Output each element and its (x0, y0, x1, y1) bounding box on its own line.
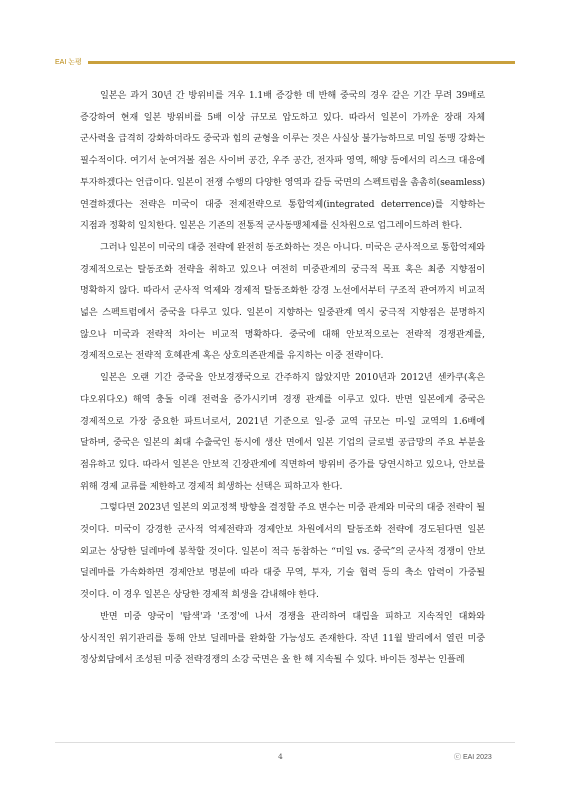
paragraph: 일본은 과거 30년 간 방위비를 겨우 1.1배 증강한 데 반해 중국의 경우 같은 기간 무려 39배로 증강하여 현재 일본 방위비를 5배 이상 규모로 압도하고 있다. 따라서 일본이 가까운 장래 자체 군사력을 급격히 강화하더라도 중국과 힘의 균형을 이루는 것은 사실상 불가능하므로 미일 동맹 강화는 필수적이다. 여기서 눈여겨볼 점은 사이버 공간, 우주 공간, 전자파 영역, 해양 등에서의 리스크 대응에 투자하겠다는 언급이다. 일본이 전쟁 수행의 다양한 영역과 갈등 국면의 스펙트럼을 촘촘히(seamless) 연결하겠다는 전략은 미국이 대중 전제전략으로 통합억제(integrated deterrence)를 지향하는 지점과 정확히 일치한다. 일본은 기존의 전통적 군사동맹체제를 신차원으로 업그레이드하려 한다. (80, 90, 485, 232)
paragraph: 그러나 일본이 미국의 대중 전략에 완전히 동조화하는 것은 아니다. 미국은 군사적으로 통합억제와 경제적으로는 탈동조화 전략을 취하고 있으나 여전히 미중관계의 궁극적 목표 혹은 최종 지향점이 명확하지 않다. 따라서 군사적 억제와 경제적 탈동조화한 강경 노선에서부터 구조적 관여까지 비교적 넓은 스펙트럼에서 중국을 다루고 있다. 일본이 지향하는 일중관계 역시 궁극적 지향점은 분명하지 않으나 미국과 전략적 차이는 비교적 명확하다. 중국에 대해 안보적으로는 전략적 경쟁관계를, 경제적으로는 전략적 호혜관계 혹은 상호의존관계를 유지하는 이중 전략이다. (80, 241, 485, 362)
page-number: 4 (278, 752, 283, 761)
paragraph: 반면 미중 양국이 '탐색'과 '조정'에 나서 경쟁을 관리하여 대립을 피하고 지속적인 대화와 상시적인 위기관리를 통해 안보 딜레마를 완화할 가능성도 존재한다. 작년 11월 발리에서 열린 미중 정상회담에서 조성된 미중 전략경쟁의 소강 국면은 올 한 해 지속될 수 있다. 바이든 정부는 인플레 (80, 610, 485, 666)
copyright-notice: ⓒ EAI 2023 (454, 754, 492, 761)
running-header (55, 56, 515, 68)
body-text (80, 85, 485, 671)
footer-rule (55, 742, 515, 743)
header-label: EAI 논평 (55, 59, 82, 66)
paragraph: 그렇다면 2023년 일본의 외교정책 방향을 결정할 주요 변수는 미중 관계와 미국의 대중 전략이 될 것이다. 미국이 강경한 군사적 억제전략과 경제안보 차원에서의 탈동조화 전략에 경도된다면 일본 외교는 상당한 딜레마에 봉착할 것이다. 일본이 적극 동참하는 “미일 vs. 중국”의 군사적 경쟁이 안보 딜레마를 가속화하면 경제안보 명분에 따라 대중 무역, 투자, 기술 협력 등의 축소 압력이 가중될 것이다. 이 경우 일본은 상당한 경제적 희생을 감내해야 한다. (80, 502, 485, 601)
paragraph: 일본은 오랜 기간 중국을 안보경쟁국으로 간주하지 않았지만 2010년과 2012년 센카쿠(혹은 댜오위다오) 해역 충돌 이래 전력을 증가시키며 경쟁 관계를 이루고 있다. 반면 일본에게 중국은 경제적으로 가장 중요한 파트너로서, 2021년 기준으로 일-중 교역 규모는 미-일 교역의 1.6배에 달하며, 중국은 일본의 최대 수출국인 동시에 생산 면에서 일본 기업의 글로벌 공급망의 주요 부분을 점유하고 있다. 따라서 일본은 안보적 긴장관계에 직면하여 방위비 증가를 당연시하고 있으나, 안보를 위해 경제 교류를 제한하고 경제적 희생하는 선택은 피하고자 한다. (80, 372, 485, 492)
header-rule (88, 61, 515, 64)
